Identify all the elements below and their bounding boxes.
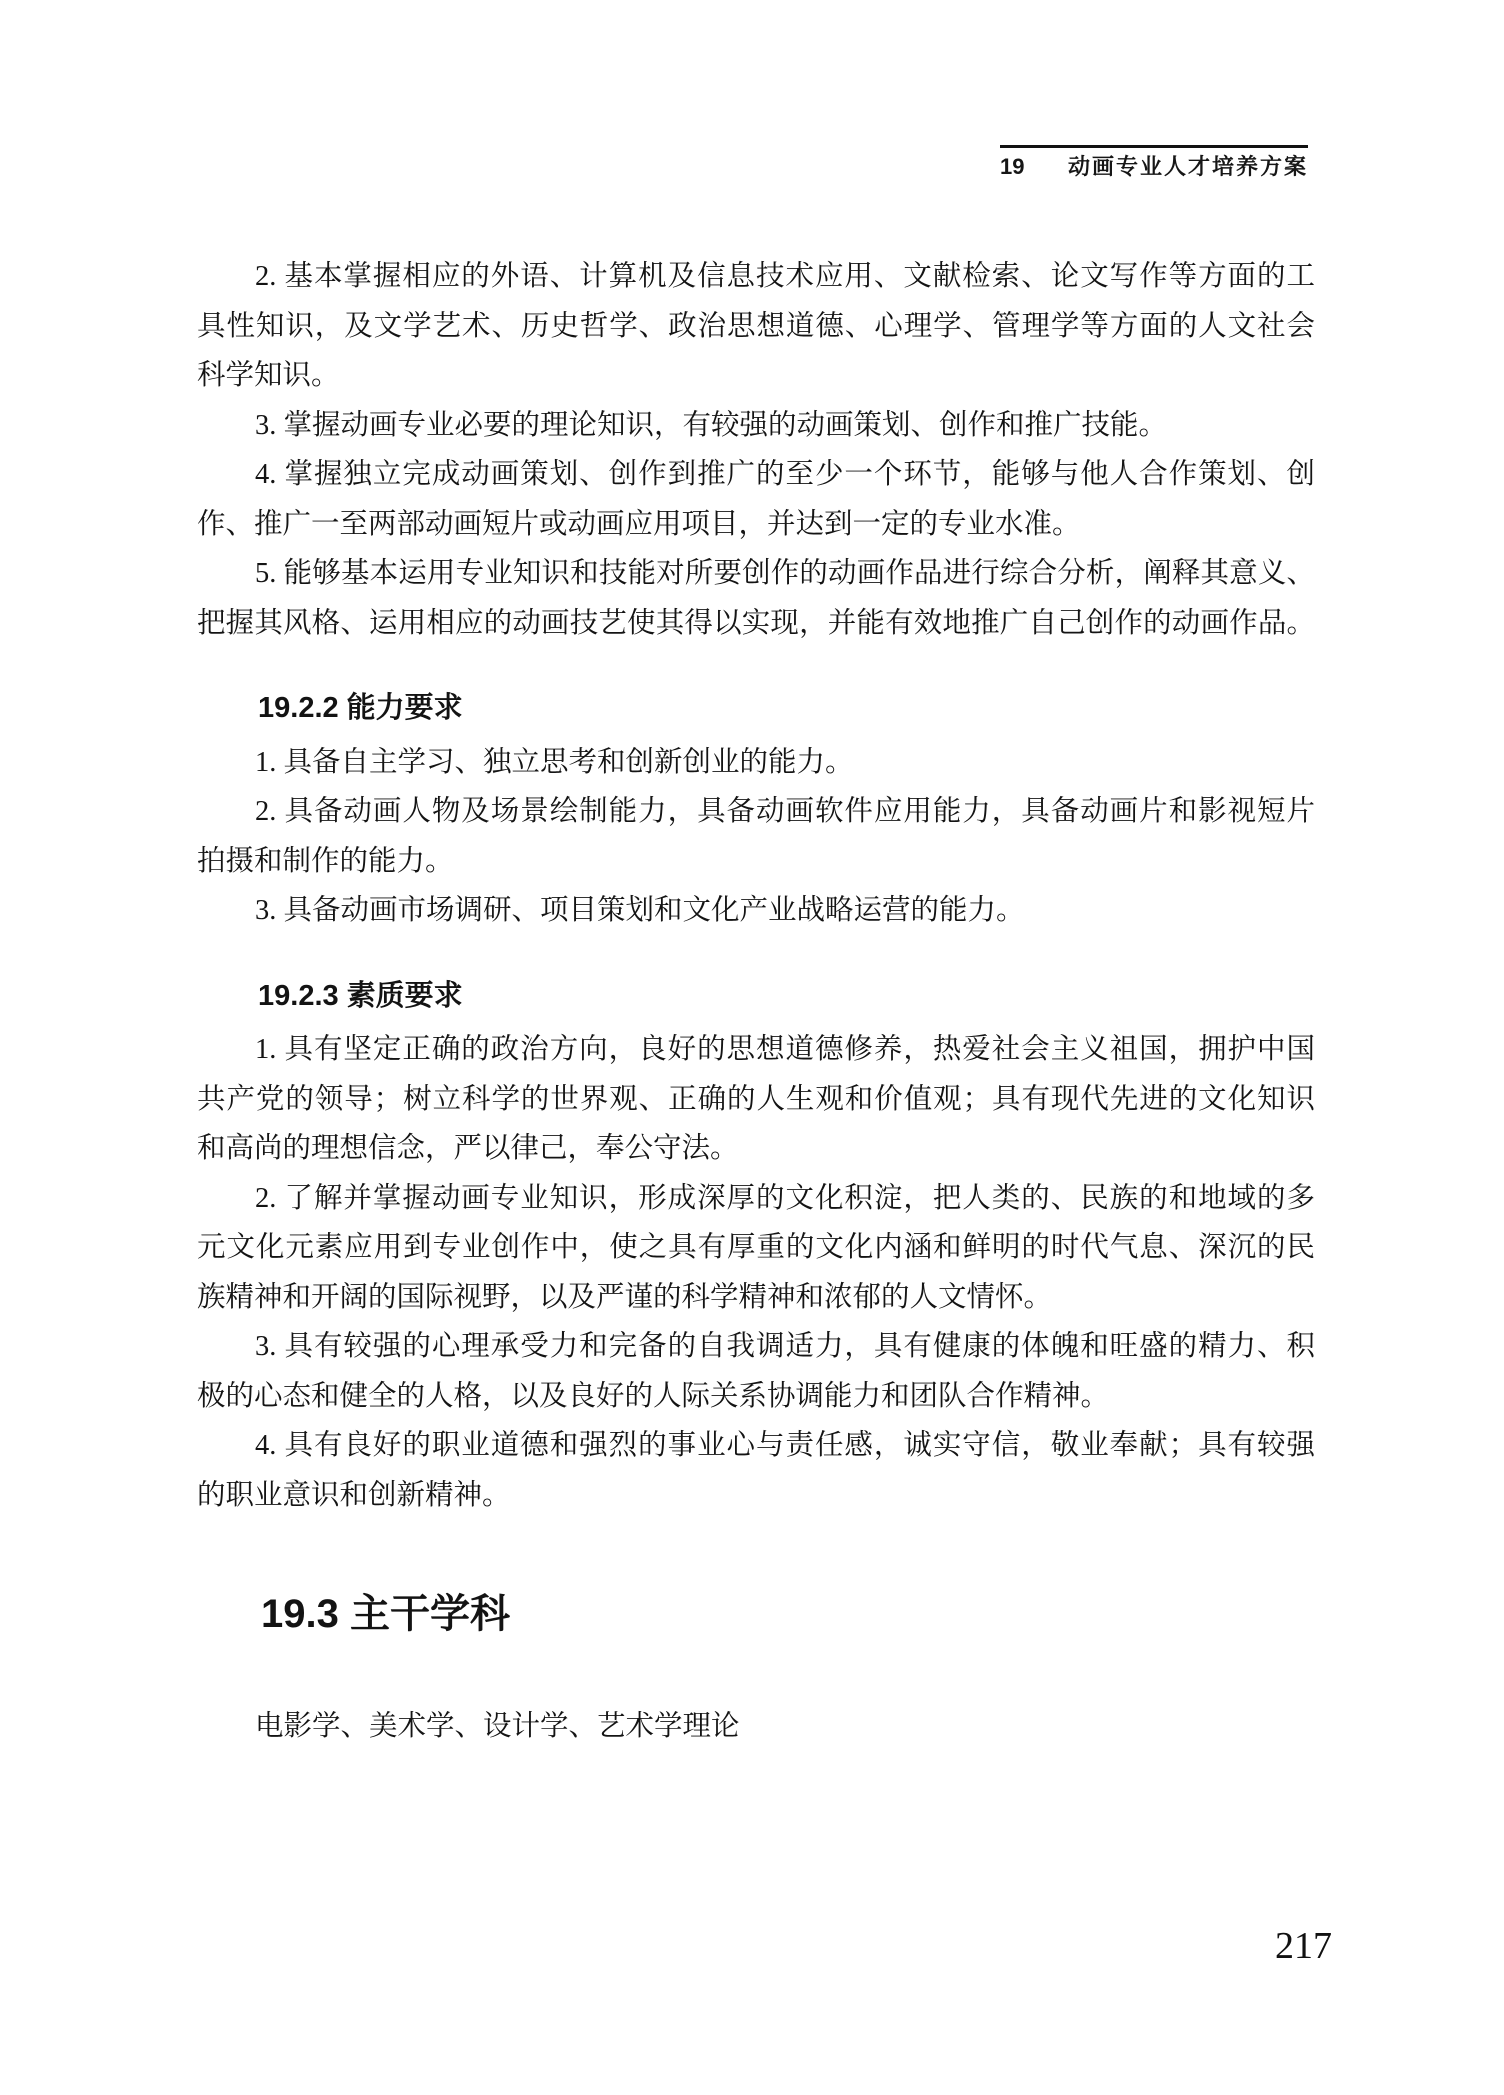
body-line: 族精神和开阔的国际视野，以及严谨的科学精神和浓郁的人文情怀。 [197,1281,1053,1313]
body-line: 作、推广一至两部动画短片或动画应用项目，并达到一定的专业水准。 [197,508,1081,540]
body-line: 3. 掌握动画专业必要的理论知识，有较强的动画策划、创作和推广技能。 [255,409,1168,441]
body-line: 2. 具备动画人物及场景绘制能力，具备动画软件应用能力，具备动画片和影视短片 [255,796,1315,827]
body-line: 4. 具有良好的职业道德和强烈的事业心与责任感，诚实守信，敬业奉献；具有较强 [255,1430,1315,1461]
paragraph [197,738,1315,788]
body-line: 2. 了解并掌握动画专业知识，形成深厚的文化积淀，把人类的、民族的和地域的多 [255,1182,1315,1214]
body-line: 1. 具有坚定正确的政治方向，良好的思想道德修养，热爱社会主义祖国，拥护中国 [255,1034,1315,1065]
body-line: 1. 具备自主学习、独立思考和创新创业的能力。 [255,746,854,778]
paragraph [197,1025,1315,1174]
chapter-number: 19 [1000,154,1025,179]
section-heading-main-subjects: 19.3 主干学科 [261,1592,510,1636]
subsection-heading-quality: 19.2.3 素质要求 [258,979,463,1012]
body-line: 3. 具有较强的心理承受力和完备的自我调适力，具有健康的体魄和旺盛的精力、积 [255,1331,1315,1362]
body-line: 3. 具备动画市场调研、项目策划和文化产业战略运营的能力。 [255,895,1025,926]
paragraph [197,1421,1315,1520]
body-line: 5. 能够基本运用专业知识和技能对所要创作的动画作品进行综合分析，阐释其意义、 [255,558,1315,589]
body-line: 拍摄和制作的能力。 [197,845,454,877]
paragraph [197,401,1315,451]
paragraph [197,549,1315,648]
body-line: 和高尚的理想信念，严以律己，奉公守法。 [197,1133,739,1164]
body-line: 极的心态和健全的人格，以及良好的人际关系协调能力和团队合作精神。 [197,1380,1110,1412]
body-line: 4. 掌握独立完成动画策划、创作到推广的至少一个环节，能够与他人合作策划、创 [255,459,1315,490]
page-body [197,0,1315,1752]
body-line: 具性知识，及文学艺术、历史哲学、政治思想道德、心理学、管理学等方面的人文社会 [197,310,1315,342]
chapter-title: 动画专业人才培养方案 [1067,154,1308,179]
main-subjects-text: 电影学、美术学、设计学、艺术学理论 [255,1711,740,1742]
subsection-heading-ability: 19.2.2 能力要求 [258,692,463,724]
body-line: 科学知识。 [197,360,340,391]
body-line: 把握其风格、运用相应的动画技艺使其得以实现，并能有效地推广自己创作的动画作品。 [197,607,1315,639]
body-line: 元文化元素应用到专业创作中，使之具有厚重的文化内涵和鲜明的时代气息、深沉的民 [197,1232,1315,1263]
body-line: 2. 基本掌握相应的外语、计算机及信息技术应用、文献检索、论文写作等方面的工 [255,261,1315,292]
page-number: 217 [1275,1925,1332,1967]
body-line: 的职业意识和创新精神。 [197,1479,511,1511]
paragraph [197,886,1315,936]
paragraph [197,1322,1315,1421]
paragraph [197,1174,1315,1323]
paragraph [197,450,1315,549]
paragraph [197,787,1315,886]
paragraph [197,252,1315,401]
body-line: 共产党的领导；树立科学的世界观、正确的人生观和价值观；具有现代先进的文化知识 [197,1083,1315,1115]
